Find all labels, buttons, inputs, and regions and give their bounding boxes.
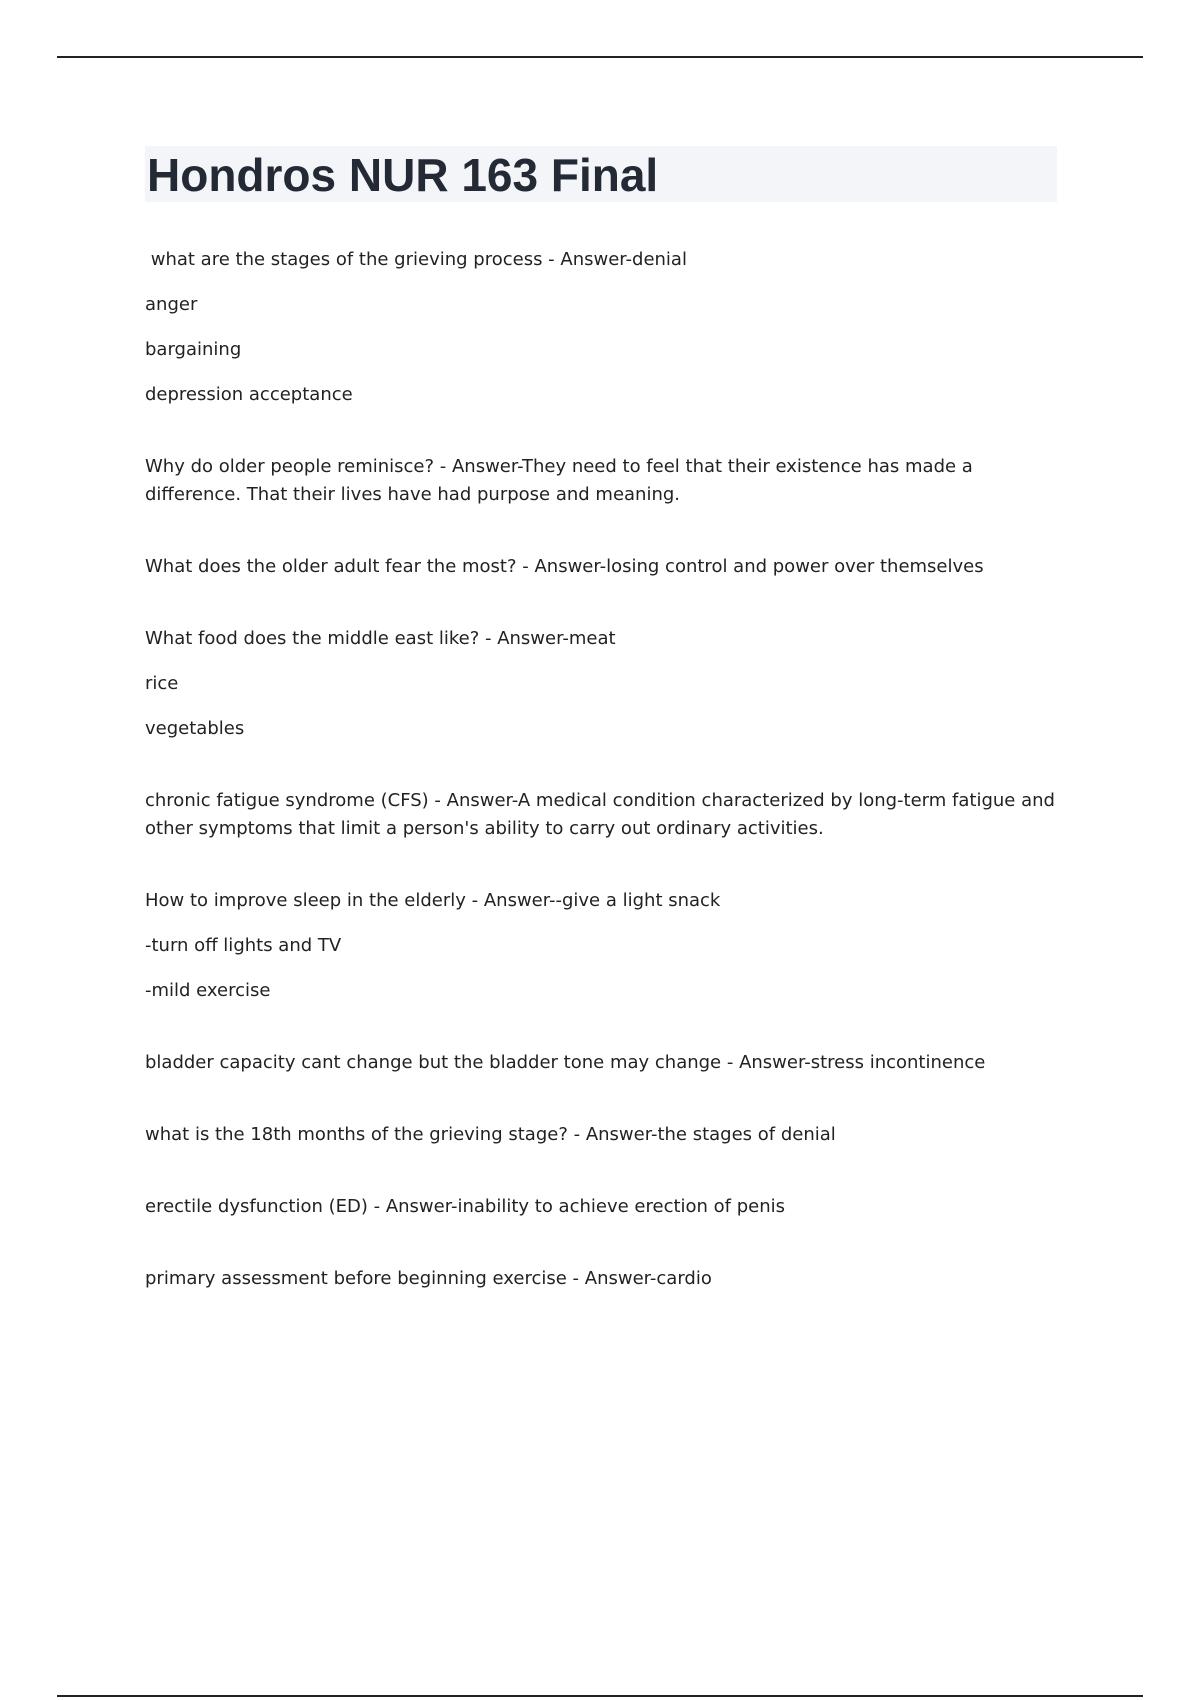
qa-entry-3 <box>145 553 1057 581</box>
qa-line: What does the older adult fear the most? - Answer-losing control and power over themselves <box>145 556 984 577</box>
document-title: Hondros NUR 163 Final <box>147 149 659 201</box>
qa-entry-7 <box>145 1049 1057 1077</box>
top-rule <box>57 56 1143 58</box>
qa-entry-2 <box>145 453 1057 509</box>
qa-line: What food does the middle east like? - Answer-meat <box>145 628 616 649</box>
qa-line: what are the stages of the grieving process - Answer-denial <box>145 249 687 270</box>
bottom-rule <box>57 1695 1143 1697</box>
qa-line: -turn off lights and TV <box>145 935 342 956</box>
qa-entry-4 <box>145 625 1057 743</box>
qa-entry-9 <box>145 1193 1057 1221</box>
qa-line: bladder capacity cant change but the bladder tone may change - Answer-stress incontinence <box>145 1052 986 1073</box>
qa-entry-6 <box>145 887 1057 1005</box>
qa-line: rice <box>145 673 179 694</box>
qa-entry-5 <box>145 787 1061 843</box>
qa-list <box>145 246 1061 1293</box>
qa-line: -mild exercise <box>145 980 271 1001</box>
qa-entry-10 <box>145 1265 1057 1293</box>
qa-line: bargaining <box>145 339 242 360</box>
qa-line: erectile dysfunction (ED) - Answer-inability to achieve erection of penis <box>145 1196 786 1217</box>
document-page <box>145 146 1061 1337</box>
qa-line: primary assessment before beginning exercise - Answer-cardio <box>145 1268 712 1289</box>
qa-line: Why do older people reminisce? - Answer-They need to feel that their existence has made a difference. That their lives have had purpose and meaning. <box>145 456 979 505</box>
qa-line: what is the 18th months of the grieving stage? - Answer-the stages of denial <box>145 1124 836 1145</box>
title-band <box>145 146 1057 202</box>
qa-line: anger <box>145 294 198 315</box>
qa-line: vegetables <box>145 718 245 739</box>
qa-line: How to improve sleep in the elderly - Answer--give a light snack <box>145 890 721 911</box>
qa-line: chronic fatigue syndrome (CFS) - Answer-A medical condition characterized by long-term fatigue and other symptoms that limit a person's ability to carry out ordinary activities. <box>145 790 1061 839</box>
qa-entry-1 <box>145 246 1057 409</box>
qa-entry-8 <box>145 1121 1057 1149</box>
qa-line: depression acceptance <box>145 384 353 405</box>
